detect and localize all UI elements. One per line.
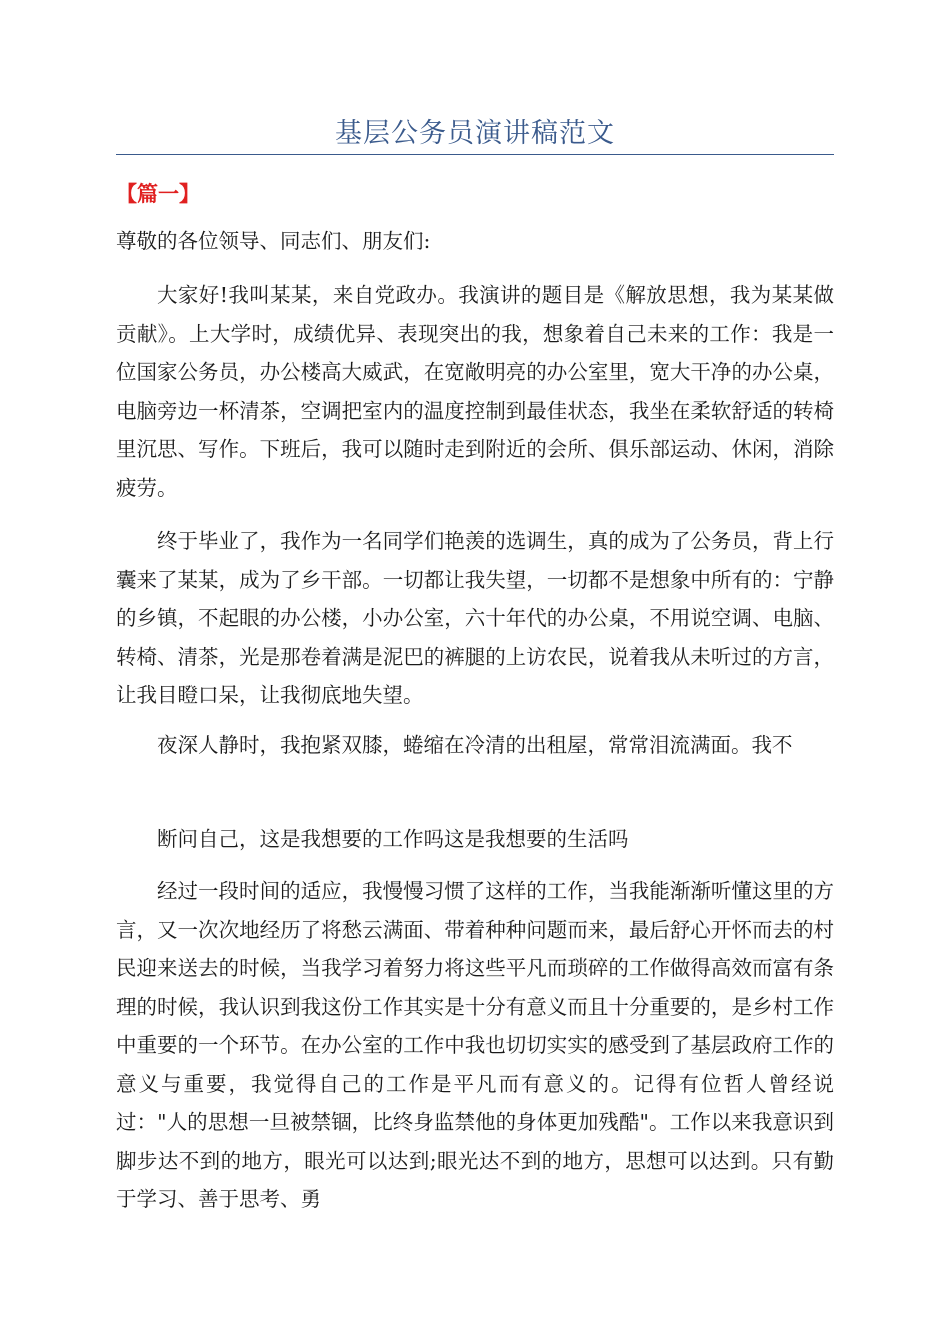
document-title: 基层公务员演讲稿范文	[335, 118, 615, 149]
paragraph-2: 终于毕业了，我作为一名同学们艳羡的选调生，真的成为了公务员，背上行囊来了某某，成为了乡干部。一切都让我失望，一切都不是想象中所有的：宁静的乡镇，不起眼的办公楼，小办公室，六十年代的办公桌，不用说空调、电脑、转椅、清茶，光是那卷着满是泥巴的裤腿的上访农民，说着我从未听过的方言，让我目瞪口呆，让我彻底地失望。	[116, 529, 834, 707]
paragraph-5: 经过一段时间的适应，我慢慢习惯了这样的工作，当我能渐渐听懂这里的方言，又一次次地经历了将愁云满面、带着种种问题而来，最后舒心开怀而去的村民迎来送去的时候，当我学习着努力将这些平凡而琐碎的工作做得高效而富有条理的时候，我认识到我这份工作其实是十分有意义而且十分重要的，是乡村工作中重要的一个环节。在办公室的工作中我也切切实实的感受到了基层政府工作的意义与重要，我觉得自己的工作是平凡而有意义的。记得有位哲人曾经说过："人的思想一旦被禁锢，比终身监禁他的身体更加残酷"。工作以来我意识到脚步达不到的地方，眼光可以达到;眼光达不到的地方，思想可以达到。只有勤于学习、善于思考、勇	[116, 879, 834, 1211]
section-heading: 【篇一】	[116, 182, 200, 206]
title-underline	[116, 154, 834, 155]
greeting-line: 尊敬的各位领导、同志们、朋友们:	[116, 229, 431, 253]
paragraph-1: 大家好!我叫某某，来自党政办。我演讲的题目是《解放思想，我为某某做贡献》。上大学时，成绩优异、表现突出的我，想象着自己未来的工作：我是一位国家公务员，办公楼高大威武，在宽敞明亮的办公室里，宽大干净的办公桌，电脑旁边一杯清茶，空调把室内的温度控制到最佳状态，我坐在柔软舒适的转椅里沉思、写作。下班后，我可以随时走到附近的会所、俱乐部运动、休闲，消除疲劳。	[116, 283, 834, 500]
paragraph-4: 断问自己，这是我想要的工作吗这是我想要的生活吗	[157, 827, 629, 851]
paragraph-3: 夜深人静时，我抱紧双膝，蜷缩在冷清的出租屋，常常泪流满面。我不	[157, 733, 793, 757]
